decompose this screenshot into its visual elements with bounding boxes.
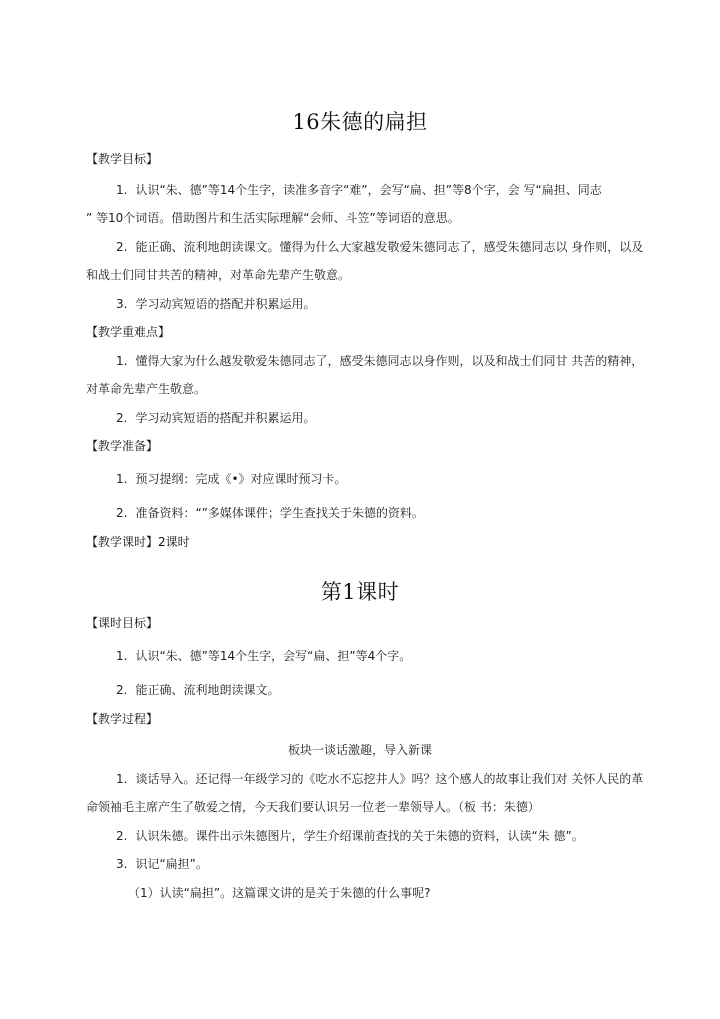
list-text: 学习动宾短语的搭配并积累运用。: [135, 411, 316, 425]
list-number: 1.: [116, 183, 128, 197]
section-hours: 【教学课时】2课时: [86, 535, 190, 549]
list-text: 认识“朱、德”等14个生字，读准多音字“难”，会写“扁、担”等8个字，会 写“扁担、同志: [135, 183, 602, 197]
list-number: 1.: [116, 354, 128, 368]
objective-1-line-2: ” 等10个词语。借助图片和生活实际理解“会师、斗笠”等词语的意思。: [86, 211, 460, 225]
objective-3-line-1: [116, 295, 315, 312]
section-lesson-goals: 【课时目标】: [86, 616, 159, 630]
block-1-heading: 板块一谈话激趣，导入新课: [287, 743, 432, 757]
list-text: 学习动宾短语的搭配并积累运用。: [135, 297, 316, 311]
list-text: 认识朱德。课件出示朱德图片，学生介绍课前查找的关于朱德的资料，认读“朱 德”。: [135, 829, 584, 843]
objective-2-line-2: 和战士们同甘共苦的精神，对革命先辈产生敬意。: [86, 268, 351, 282]
list-number: 2.: [116, 411, 128, 425]
goal-2-line-1: [116, 681, 279, 698]
list-number: 3.: [116, 297, 128, 311]
list-text: 识记“扁担”。: [135, 857, 208, 871]
key-1-line-2: 对革命先辈产生敬意。: [86, 382, 207, 396]
section-preparation: 【教学准备】: [86, 439, 159, 453]
list-text: 能正确、流利地朗读课文。: [135, 683, 280, 697]
list-number: 2.: [116, 829, 128, 843]
document-title: 16朱德的扁担: [292, 110, 428, 134]
list-number: 1.: [116, 472, 128, 486]
section-process: 【教学过程】: [86, 712, 159, 726]
goal-1-line-1: [116, 647, 411, 664]
key-1-line-1: [116, 352, 643, 369]
prep-1-line-1: [116, 470, 347, 487]
list-text: 懂得大家为什么越发敬爱朱德同志了，感受朱德同志以身作则，以及和战士们同甘 共苦的精神，: [135, 354, 644, 368]
objective-1-line-1: [116, 181, 602, 198]
list-text: 准备资料：“”多媒体课件；学生查找关于朱德的资料。: [135, 506, 424, 520]
key-2-line-1: [116, 409, 315, 426]
list-number: 2.: [116, 240, 128, 254]
lesson-title: 第1课时: [320, 580, 400, 604]
section-objectives: 【教学目标】: [86, 152, 159, 166]
list-text: 谈话导入。还记得一年级学习的《吃水不忘挖井人》吗？这个感人的故事让我们对 关怀人民的革: [135, 772, 644, 786]
list-text: 能正确、流利地朗读课文。懂得为什么大家越发敬爱朱德同志了，感受朱德同志以 身作则，以及: [135, 240, 644, 254]
list-number: 3.: [116, 857, 128, 871]
sub-item-1: （1）认读“扁担”。这篇课文讲的是关于朱德的什么事呢?: [128, 886, 431, 900]
list-number: 2.: [116, 506, 128, 520]
section-key-points: 【教学重难点】: [86, 325, 171, 339]
list-number: 1.: [116, 649, 128, 663]
process-2-line-1: [116, 827, 584, 844]
process-1-line-1: [116, 770, 643, 787]
list-text: 认识“朱、德”等14个生字，会写“扁、担”等4个字。: [135, 649, 412, 663]
list-number: 2.: [116, 683, 128, 697]
process-1-line-2: 命领袖毛主席产生了敬爱之情，今天我们要认识另一位老一辈领导人。（板 书：朱德）: [86, 800, 540, 814]
objective-2-line-1: [116, 238, 643, 255]
prep-2-line-1: [116, 504, 424, 521]
process-3-line-1: [116, 855, 208, 872]
list-number: 1.: [116, 772, 128, 786]
list-text: 预习提纲：完成《•》对应课时预习卡。: [135, 472, 347, 486]
